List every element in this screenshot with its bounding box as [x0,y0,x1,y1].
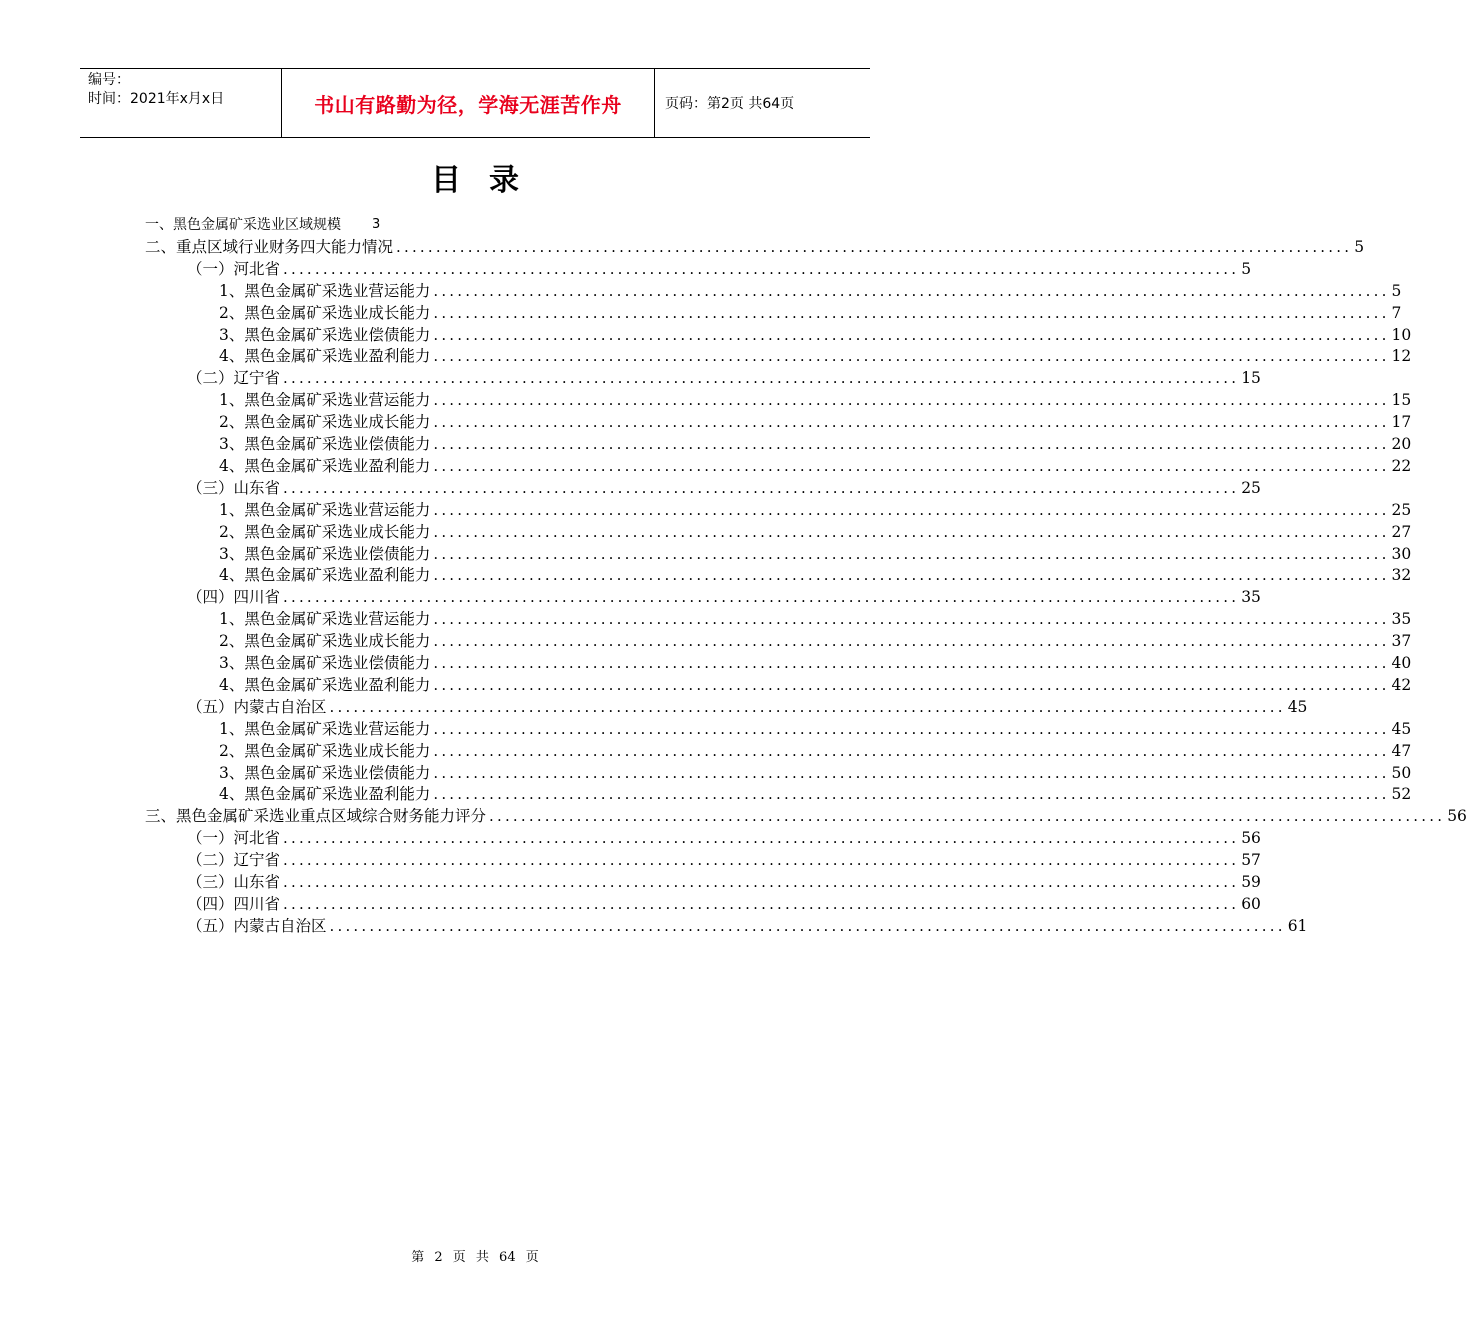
toc-entry-page: 40 [1391,654,1412,672]
toc-entry-page: 42 [1391,675,1412,694]
toc-entry[interactable] [187,696,1308,718]
toc-entry-page: 12 [1391,347,1412,366]
toc-entry-page: 50 [1391,763,1412,782]
toc-entry-label: 2、黑色金属矿采选业成长能力 [219,741,431,760]
toc-leader-dots: ........................................................................................................................ [283,851,1240,870]
toc-leader-dots: ........................................................................................................................ [489,807,1446,826]
toc-entry[interactable] [219,433,1412,455]
toc-entry-page: 10 [1391,325,1412,344]
toc-leader-dots: ........................................................................................................................ [283,873,1240,891]
toc-leader-dots: ........................................................................................................................ [433,303,1390,322]
toc-entry[interactable] [219,455,1412,477]
header-page-info: 页码：第2页 共64页 [665,96,795,112]
toc-entry-label: 1、黑色金属矿采选业营运能力 [219,281,431,300]
number-label: 编号： [88,72,130,88]
toc-entry[interactable] [187,258,1252,280]
header-motto: 书山有路勤为径，学海无涯苦作舟 [282,69,655,137]
toc-leader-dots: ........................................................................................................................ [433,566,1390,585]
toc-entry[interactable] [187,849,1261,871]
toc-entry[interactable] [187,367,1261,389]
toc-entry[interactable] [219,499,1412,521]
page-header [80,68,870,138]
toc-entry-page: 27 [1391,522,1412,541]
toc-entry-label: 一、黑色金属矿采选业区域规模 [145,217,341,233]
toc-leader-dots: ........................................................................................................................ [433,544,1390,563]
toc-entry-label: （四）四川省 [187,894,281,913]
toc-entry[interactable] [187,871,1261,893]
toc-entry-label: 1、黑色金属矿采选业营运能力 [219,719,431,738]
toc-entry-page: 45 [1391,719,1412,738]
toc-entry[interactable] [145,214,380,236]
toc-entry[interactable] [219,630,1412,652]
toc-entry-label: （五）内蒙古自治区 [187,916,327,935]
toc-entry-page: 5 [1391,281,1402,300]
toc-entry-label: （一）河北省 [187,829,281,848]
toc-entry[interactable] [219,762,1412,784]
toc-entry[interactable] [219,674,1412,696]
toc-leader-dots: ........................................................................................................................ [283,588,1240,607]
toc-entry-page: 7 [1391,303,1402,322]
toc-entry-page: 15 [1241,369,1261,388]
toc-leader-dots: ........................................................................................................................ [433,413,1390,432]
toc-entry[interactable] [145,236,1365,258]
toc-leader-dots: ........................................................................................................................ [433,500,1390,519]
toc-entry[interactable] [187,893,1261,915]
toc-leader-dots: ........................................................................................................................ [283,829,1240,848]
toc-entry[interactable] [219,521,1412,543]
toc-entry-label: （二）辽宁省 [187,851,281,870]
toc-entry[interactable] [219,564,1412,586]
toc-leader-dots: ........................................................................................................................ [433,522,1390,541]
toc-leader-dots: ........................................................................................................................ [433,325,1390,344]
toc-entry[interactable] [219,543,1412,565]
toc-entry[interactable] [187,586,1261,608]
toc-entry-label: （五）内蒙古自治区 [187,697,327,716]
toc-entry-page: 56 [1241,829,1261,848]
toc-entry[interactable] [219,411,1412,433]
toc-entry[interactable] [219,783,1412,805]
toc-entry-label: 4、黑色金属矿采选业盈利能力 [219,785,431,804]
toc-leader-dots: ........................................................................................................................ [433,347,1390,366]
toc-entry[interactable] [219,345,1412,367]
toc-entry-page: 25 [1241,478,1261,497]
toc-leader-dots: ........................................................................................................................ [433,632,1390,651]
toc-entry-page: 22 [1391,456,1412,475]
toc-entry-label: （四）四川省 [187,588,281,607]
toc-entry-label: 1、黑色金属矿采选业营运能力 [219,500,431,519]
toc-entry-label: 三、黑色金属矿采选业重点区域综合财务能力评分 [145,807,487,826]
toc-entry-label: 3、黑色金属矿采选业偿债能力 [219,325,431,344]
toc-entry[interactable] [219,718,1412,740]
toc-leader-dots: ........................................................................................................................ [283,478,1240,497]
time-label: 时间：2021年x月x日 [88,91,225,107]
toc-leader-dots: ........................................................................................................................ [433,785,1390,804]
toc-leader-dots: ........................................................................................................................ [433,391,1390,410]
toc-entry[interactable] [219,280,1402,302]
toc-entry-label: 二、重点区域行业财务四大能力情况 [145,237,394,256]
toc-entry-page: 25 [1391,500,1412,519]
toc-leader-dots: ........................................................................................................................ [433,654,1390,672]
toc-entry-page: 5 [1354,237,1365,256]
toc-entry-label: （一）河北省 [187,259,281,278]
toc-entry-page: 20 [1391,435,1412,453]
toc-entry-label: 3、黑色金属矿采选业偿债能力 [219,763,431,782]
toc-entry-label: 4、黑色金属矿采选业盈利能力 [219,675,431,694]
toc-entry-page: 45 [1287,697,1308,716]
header-meta [80,69,282,137]
toc-leader-dots: ........................................................................................................................ [433,435,1390,453]
toc-entry-label: （三）山东省 [187,478,281,497]
toc-entry[interactable] [219,389,1412,411]
toc-entry[interactable] [187,915,1308,937]
toc-entry-label: 4、黑色金属矿采选业盈利能力 [219,456,431,475]
toc-entry-page: 57 [1241,851,1261,870]
toc-entry-page: 35 [1241,588,1261,607]
toc-entry[interactable] [219,608,1412,630]
toc-entry-label: 3、黑色金属矿采选业偿债能力 [219,544,431,563]
toc-entry-label: 2、黑色金属矿采选业成长能力 [219,303,431,322]
toc-entry-label: 3、黑色金属矿采选业偿债能力 [219,654,431,672]
toc-leader-dots: ........................................................................................................................ [329,916,1286,935]
toc-entry-page: 52 [1391,785,1412,804]
page-title: 目录 [431,163,547,198]
toc-entry-page: 47 [1391,741,1412,760]
toc-entry-label: 1、黑色金属矿采选业营运能力 [219,610,431,629]
toc-entry-page: 32 [1391,566,1412,585]
toc-entry-page: 37 [1391,632,1412,651]
toc-leader-dots: ........................................................................................................................ [283,259,1240,278]
toc-leader-dots: ........................................................................................................................ [433,675,1390,694]
toc-leader-dots: ........................................................................................................................ [396,237,1353,256]
toc-leader-dots: ........................................................................................................................ [329,697,1286,716]
toc-entry[interactable] [187,827,1261,849]
toc-entry-label: 3、黑色金属矿采选业偿债能力 [219,435,431,453]
page-footer: 第 2 页 共 64 页 [411,1250,539,1265]
toc-entry-label: （二）辽宁省 [187,369,281,388]
toc-entry-page: 17 [1391,413,1412,432]
toc-entry[interactable] [219,652,1412,674]
toc-leader-dots: ........................................................................................................................ [433,281,1390,300]
toc-entry[interactable] [219,302,1402,324]
toc-entry-page: 30 [1391,544,1412,563]
toc-leader-dots: ........................................................................................................................ [433,763,1390,782]
toc-entry-label: 1、黑色金属矿采选业营运能力 [219,391,431,410]
toc-leader-dots: ........................................................................................................................ [433,741,1390,760]
toc-entry-page: 56 [1447,807,1467,826]
toc-entry-page: 60 [1241,894,1261,913]
toc-entry-label: 2、黑色金属矿采选业成长能力 [219,632,431,651]
toc-entry[interactable] [145,805,1467,827]
toc-entry-page: 35 [1391,610,1412,629]
toc-entry-page: 59 [1241,873,1261,891]
toc-leader-dots: ........................................................................................................................ [283,369,1240,388]
toc-entry-label: 4、黑色金属矿采选业盈利能力 [219,566,431,585]
toc-leader-dots: ........................................................................................................................ [433,610,1390,629]
toc-entry-page: 5 [1241,259,1252,278]
toc-entry[interactable] [219,740,1412,762]
toc-entry[interactable] [187,477,1261,499]
toc-entry-label: 2、黑色金属矿采选业成长能力 [219,413,431,432]
toc-entry-page: 3 [372,217,381,232]
toc-entry[interactable] [219,324,1412,346]
toc-entry-page: 15 [1391,391,1412,410]
toc-entry-page: 61 [1287,916,1308,935]
toc-leader-dots: ........................................................................................................................ [283,894,1240,913]
toc-entry-label: 4、黑色金属矿采选业盈利能力 [219,347,431,366]
toc-entry-label: （三）山东省 [187,873,281,891]
toc-leader-dots: ........................................................................................................................ [433,456,1390,475]
toc-entry-label: 2、黑色金属矿采选业成长能力 [219,522,431,541]
toc-leader-dots: ........................................................................................................................ [433,719,1390,738]
